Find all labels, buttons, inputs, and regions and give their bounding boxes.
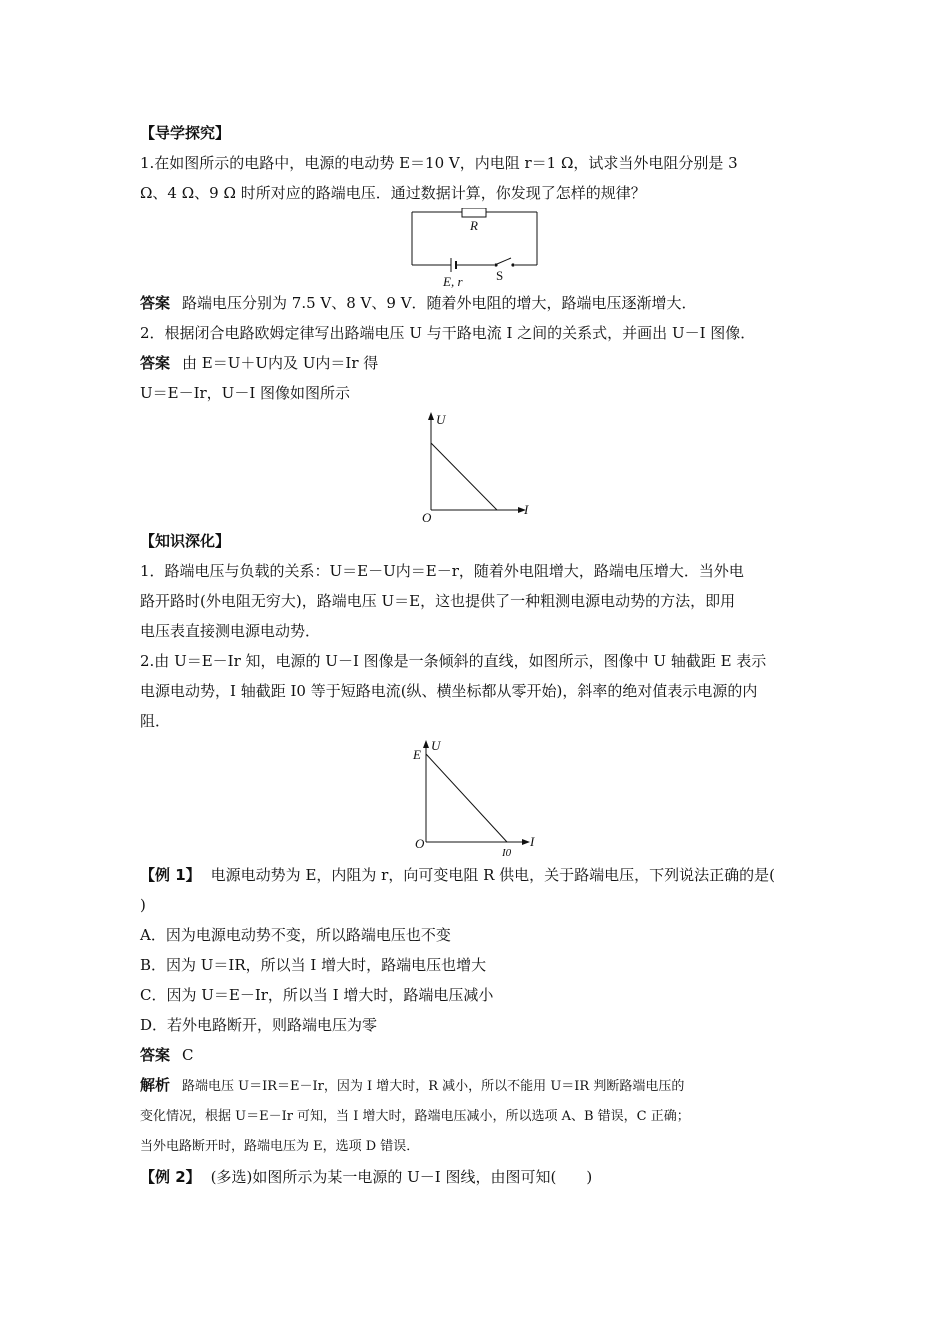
graph1-y-arrow [428, 412, 434, 420]
answer-2-label: 答案 [140, 354, 171, 372]
example-1-answer-label: 答案 [140, 1046, 171, 1064]
document-page [140, 118, 820, 1192]
example-1-option-d: D．若外电路断开，则路端电压为零 [140, 1016, 378, 1034]
example-1-stem-line-1: 电源电动势为 E，内阻为 r，向可变电阻 R 供电，关于路端电压，下列说法正确的是( [210, 866, 776, 884]
ui-graph-1-figure [140, 408, 820, 526]
label-S: S [496, 268, 504, 283]
example-1-stem [140, 860, 820, 890]
knowledge-1-line-3: 电压表直接测电源电动势． [140, 622, 321, 640]
example-2-stem-text: (多选)如图所示为某一电源的 U－I 图线，由图可知( ) [210, 1168, 593, 1186]
section-heading-explore: 【导学探究】 [140, 124, 231, 142]
graph2-ui-line [426, 754, 507, 842]
graph2-label-O: O [415, 836, 425, 851]
circuit-figure [140, 208, 820, 288]
answer-1-text: 路端电压分别为 7.5 V、8 V、9 V．随着外电阻的增大，路端电压逐渐增大． [182, 294, 697, 312]
label-R: R [470, 218, 478, 233]
ui-graph-2-figure [140, 736, 820, 860]
section-heading-deepen: 【知识深化】 [140, 532, 231, 550]
label-E-r: E, r [443, 274, 463, 288]
knowledge-1-line-1: 1．路端电压与负载的关系：U＝E－U内＝E－r，随着外电阻增大，路端电压增大．当外电 [140, 562, 744, 580]
graph1-label-I: I [524, 502, 529, 517]
example-1-analysis-line-1 [140, 1070, 820, 1102]
answer-1 [140, 288, 820, 318]
example-1-analysis-line-3: 当外电路断开时，路端电压为 E，选项 D 错误． [140, 1139, 420, 1154]
graph2-x-arrow [522, 839, 530, 845]
graph2-y-arrow [423, 740, 429, 748]
graph2-label-I0: I0 [502, 847, 512, 859]
example-1-option-c: C．因为 U＝E－Ir，所以当 I 增大时，路端电压减小 [140, 986, 494, 1004]
knowledge-2-line-2: 电源电动势，I 轴截距 I0 等于短路电流(纵、横坐标都从零开始)，斜率的绝对值表示电源的内 [140, 682, 758, 700]
graph2-label-U: U [431, 738, 441, 753]
circuit-diagram [140, 208, 820, 288]
graph1-label-U: U [436, 412, 446, 427]
answer-1-label: 答案 [140, 294, 171, 312]
example-2-tag: 【例 2】 [140, 1168, 201, 1186]
answer-2 [140, 348, 820, 378]
switch-S-blade [497, 258, 511, 264]
resistor-R [462, 208, 486, 217]
example-2-stem [140, 1162, 820, 1192]
knowledge-2-line-1: 2.由 U＝E－Ir 知，电源的 U－I 图像是一条倾斜的直线，如图所示，图像中 U 轴截距 E 表示 [140, 652, 767, 670]
question-1-line-2: Ω、4 Ω、9 Ω 时所对应的路端电压．通过数据计算，你发现了怎样的规律？ [140, 184, 646, 202]
example-1-analysis-label: 解析 [140, 1076, 171, 1094]
graph1-label-O: O [422, 510, 432, 525]
example-1-option-a: A．因为电源电动势不变，所以路端电压也不变 [140, 926, 451, 944]
answer-2-text: 由 E＝U＋U内及 U内＝Ir 得 [182, 354, 379, 372]
switch-contact-right [511, 263, 514, 266]
knowledge-2-line-3: 阻． [140, 712, 171, 730]
example-1-analysis-text-1: 路端电压 U＝IR＝E－Ir，因为 I 增大时，R 减小，所以不能用 U＝IR 判断路端电压的 [182, 1079, 685, 1094]
graph2-label-E: E [413, 747, 421, 762]
example-1-stem-line-2: ) [140, 896, 146, 914]
example-1-tag: 【例 1】 [140, 866, 201, 884]
example-1-option-b: B．因为 U＝IR，所以当 I 增大时，路端电压也增大 [140, 956, 487, 974]
ui-graph-2 [140, 736, 820, 860]
ui-graph-1 [140, 408, 820, 526]
graph2-label-I: I [530, 834, 535, 849]
graph1-ui-line [431, 443, 497, 510]
knowledge-1-line-2: 路开路时(外电阻无穷大)，路端电压 U＝E，这也提供了一种粗测电源电动势的方法，即用 [140, 592, 736, 610]
example-1-answer [140, 1040, 820, 1070]
question-1-line-1: 1.在如图所示的电路中，电源的电动势 E＝10 V，内电阻 r＝1 Ω，试求当外电阻分别是 3 [140, 154, 738, 172]
question-2: 2．根据闭合电路欧姆定律写出路端电压 U 与干路电流 I 之间的关系式，并画出 U－I 图像． [140, 324, 756, 342]
answer-2-line-2: U＝E－Ir，U－I 图像如图所示 [140, 384, 351, 402]
example-1-answer-value: C [182, 1046, 194, 1064]
example-1-analysis-line-2: 变化情况，根据 U＝E－Ir 可知，当 I 增大时，路端电压减小，所以选项 A、B 错误，C 正确； [140, 1109, 690, 1124]
